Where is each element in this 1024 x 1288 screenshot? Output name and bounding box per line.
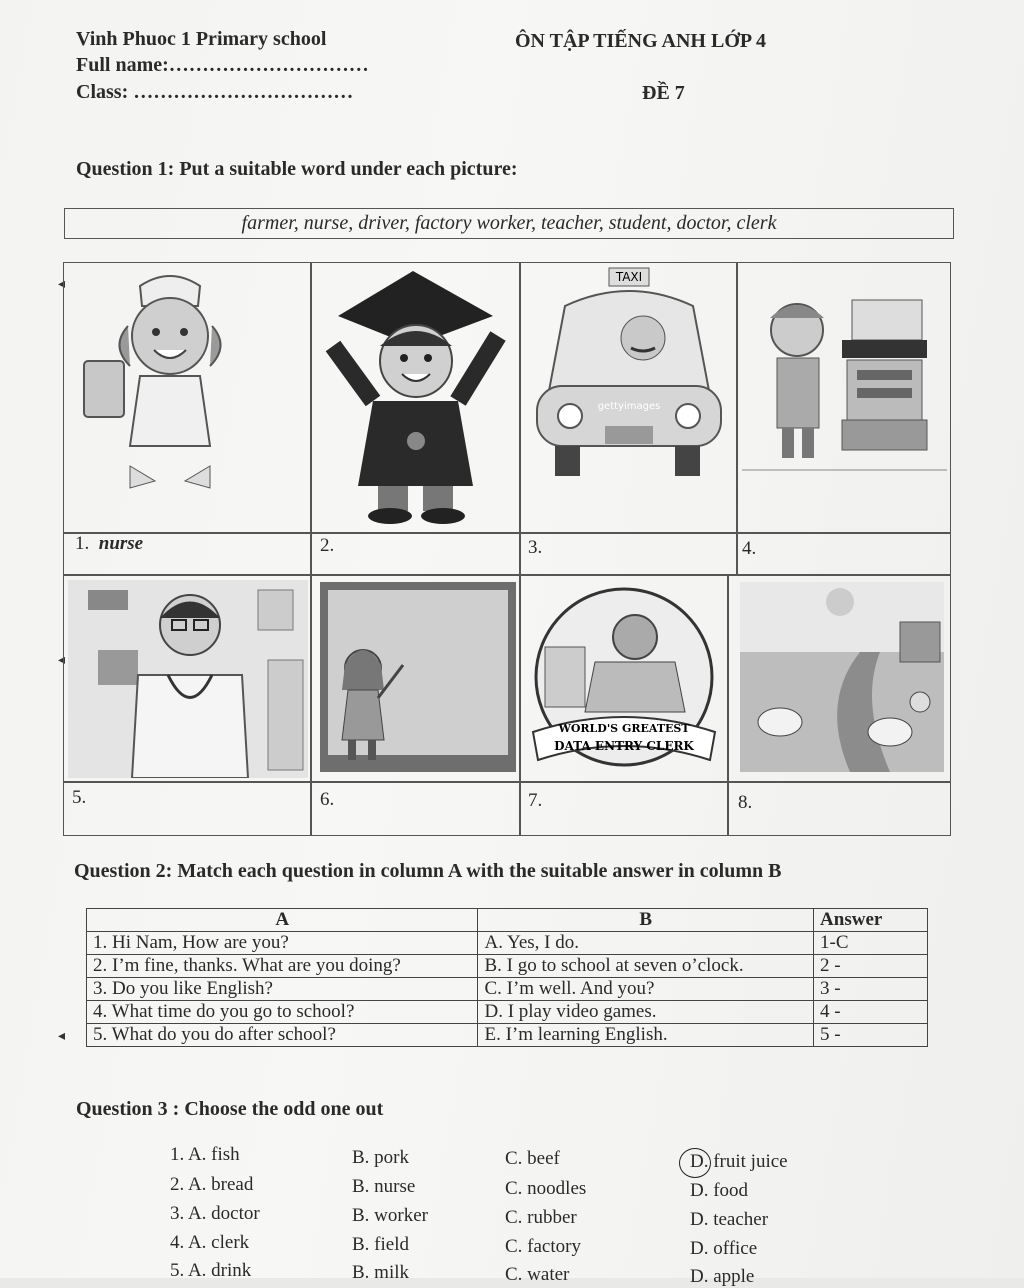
q3-row3-option-d[interactable]: D. teacher <box>690 1209 769 1230</box>
answer-option-cell: B. I go to school at seven o’clock. <box>478 955 814 978</box>
column-b-header: B <box>478 909 814 932</box>
question-cell: 4. What time do you go to school? <box>87 1001 478 1024</box>
question-cell: 2. I’m fine, thanks. What are you doing? <box>87 955 478 978</box>
svg-text:DATA ENTRY CLERK: DATA ENTRY CLERK <box>554 739 694 753</box>
taxi-driver-picture <box>525 266 733 491</box>
svg-text:WORLD'S GREATEST: WORLD'S GREATEST <box>558 722 690 735</box>
picture-4-label: 4. <box>742 538 757 559</box>
grid-line <box>63 781 951 783</box>
q3-row4-option-b[interactable]: B. field <box>352 1234 409 1255</box>
q3-row1-option-d[interactable]: D. fruit juice <box>690 1151 788 1172</box>
q3-row1-option-a[interactable]: 1. A. fish <box>170 1144 240 1165</box>
question-2-title: Question 2: Match each question in column A with the suitable answer in column B <box>74 860 782 882</box>
q3-row4-option-a[interactable]: 4. A. clerk <box>170 1232 250 1253</box>
teacher-picture <box>318 580 518 775</box>
q3-row2-option-c[interactable]: C. noodles <box>505 1178 587 1199</box>
question-3-title: Question 3 : Choose the odd one out <box>76 1098 384 1120</box>
picture-8-label: 8. <box>738 792 753 813</box>
answer-input-cell[interactable]: 4 - <box>814 1001 928 1024</box>
full-name-line: Full name:………………………… <box>76 54 369 76</box>
q3-row3-option-c[interactable]: C. rubber <box>505 1207 577 1228</box>
table-row <box>87 978 928 1001</box>
q3-row1-option-b[interactable]: B. pork <box>352 1147 409 1168</box>
grid-line <box>519 262 521 836</box>
grid-line <box>63 532 951 534</box>
margin-arrow-icon: ◂ <box>58 277 66 292</box>
answer-input-cell[interactable]: 5 - <box>814 1024 928 1047</box>
table-header-row <box>87 909 928 932</box>
word-bank: farmer, nurse, driver, factory worker, teacher, student, doctor, clerk <box>64 208 954 239</box>
worksheet-title: ÔN TẬP TIẾNG ANH LỚP 4 <box>515 30 766 52</box>
q3-row4-option-c[interactable]: C. factory <box>505 1236 581 1257</box>
margin-arrow-icon: ◂ <box>58 1029 66 1044</box>
q3-row5-option-a[interactable]: 5. A. drink <box>170 1260 252 1281</box>
data-entry-clerk-picture <box>525 582 723 777</box>
picture-1-answer: nurse <box>98 533 144 554</box>
q3-row2-option-d[interactable]: D. food <box>690 1180 749 1201</box>
grid-line <box>727 574 729 836</box>
farm-picture <box>740 582 944 772</box>
grid-line <box>736 262 738 574</box>
svg-text:TAXI: TAXI <box>615 270 643 284</box>
q3-row5-option-b[interactable]: B. milk <box>352 1262 410 1283</box>
answer-input-cell[interactable]: 1-C <box>814 932 928 955</box>
answer-input-cell[interactable]: 2 - <box>814 955 928 978</box>
answer-column-header: Answer <box>814 909 928 932</box>
class-line: Class: …………………………… <box>76 81 354 103</box>
question-cell: 5. What do you do after school? <box>87 1024 478 1047</box>
grid-line <box>310 262 312 836</box>
q3-row3-option-b[interactable]: B. worker <box>352 1205 428 1226</box>
q3-row2-option-a[interactable]: 2. A. bread <box>170 1174 254 1195</box>
picture-2-label: 2. <box>320 535 335 556</box>
doctor-picture <box>68 580 308 778</box>
graduate-student-picture <box>318 266 513 528</box>
picture-5-label: 5. <box>72 787 87 808</box>
exam-code: ĐỀ 7 <box>642 82 685 104</box>
table-row <box>87 932 928 955</box>
q3-row4-option-d[interactable]: D. office <box>690 1238 758 1259</box>
q3-row5-option-d[interactable]: D. apple <box>690 1266 755 1287</box>
nurse-picture <box>70 266 270 496</box>
table-row <box>87 1024 928 1047</box>
q3-row5-option-c[interactable]: C. water <box>505 1264 570 1285</box>
factory-worker-picture <box>742 270 947 480</box>
q3-row2-option-b[interactable]: B. nurse <box>352 1176 416 1197</box>
answer-option-cell: D. I play video games. <box>478 1001 814 1024</box>
picture-7-label: 7. <box>528 790 543 811</box>
answer-option-cell: A. Yes, I do. <box>478 932 814 955</box>
q3-row1-option-c[interactable]: C. beef <box>505 1148 560 1169</box>
grid-line <box>63 574 951 576</box>
margin-arrow-icon: ◂ <box>58 653 66 668</box>
table-row <box>87 955 928 978</box>
question-cell: 1. Hi Nam, How are you? <box>87 932 478 955</box>
answer-option-cell: E. I’m learning English. <box>478 1024 814 1047</box>
picture-6-label: 6. <box>320 789 335 810</box>
answer-input-cell[interactable]: 3 - <box>814 978 928 1001</box>
column-a-header: A <box>87 909 478 932</box>
table-row <box>87 1001 928 1024</box>
picture-1-label: 1. nurse <box>75 533 144 554</box>
picture-3-label: 3. <box>528 537 543 558</box>
svg-text:gettyimages: gettyimages <box>597 401 661 412</box>
question-cell: 3. Do you like English? <box>87 978 478 1001</box>
answer-option-cell: C. I’m well. And you? <box>478 978 814 1001</box>
question-1-title: Question 1: Put a suitable word under each picture: <box>76 158 518 180</box>
school-name: Vinh Phuoc 1 Primary school <box>76 28 327 50</box>
matching-table <box>86 908 928 1047</box>
q3-row3-option-a[interactable]: 3. A. doctor <box>170 1203 260 1224</box>
